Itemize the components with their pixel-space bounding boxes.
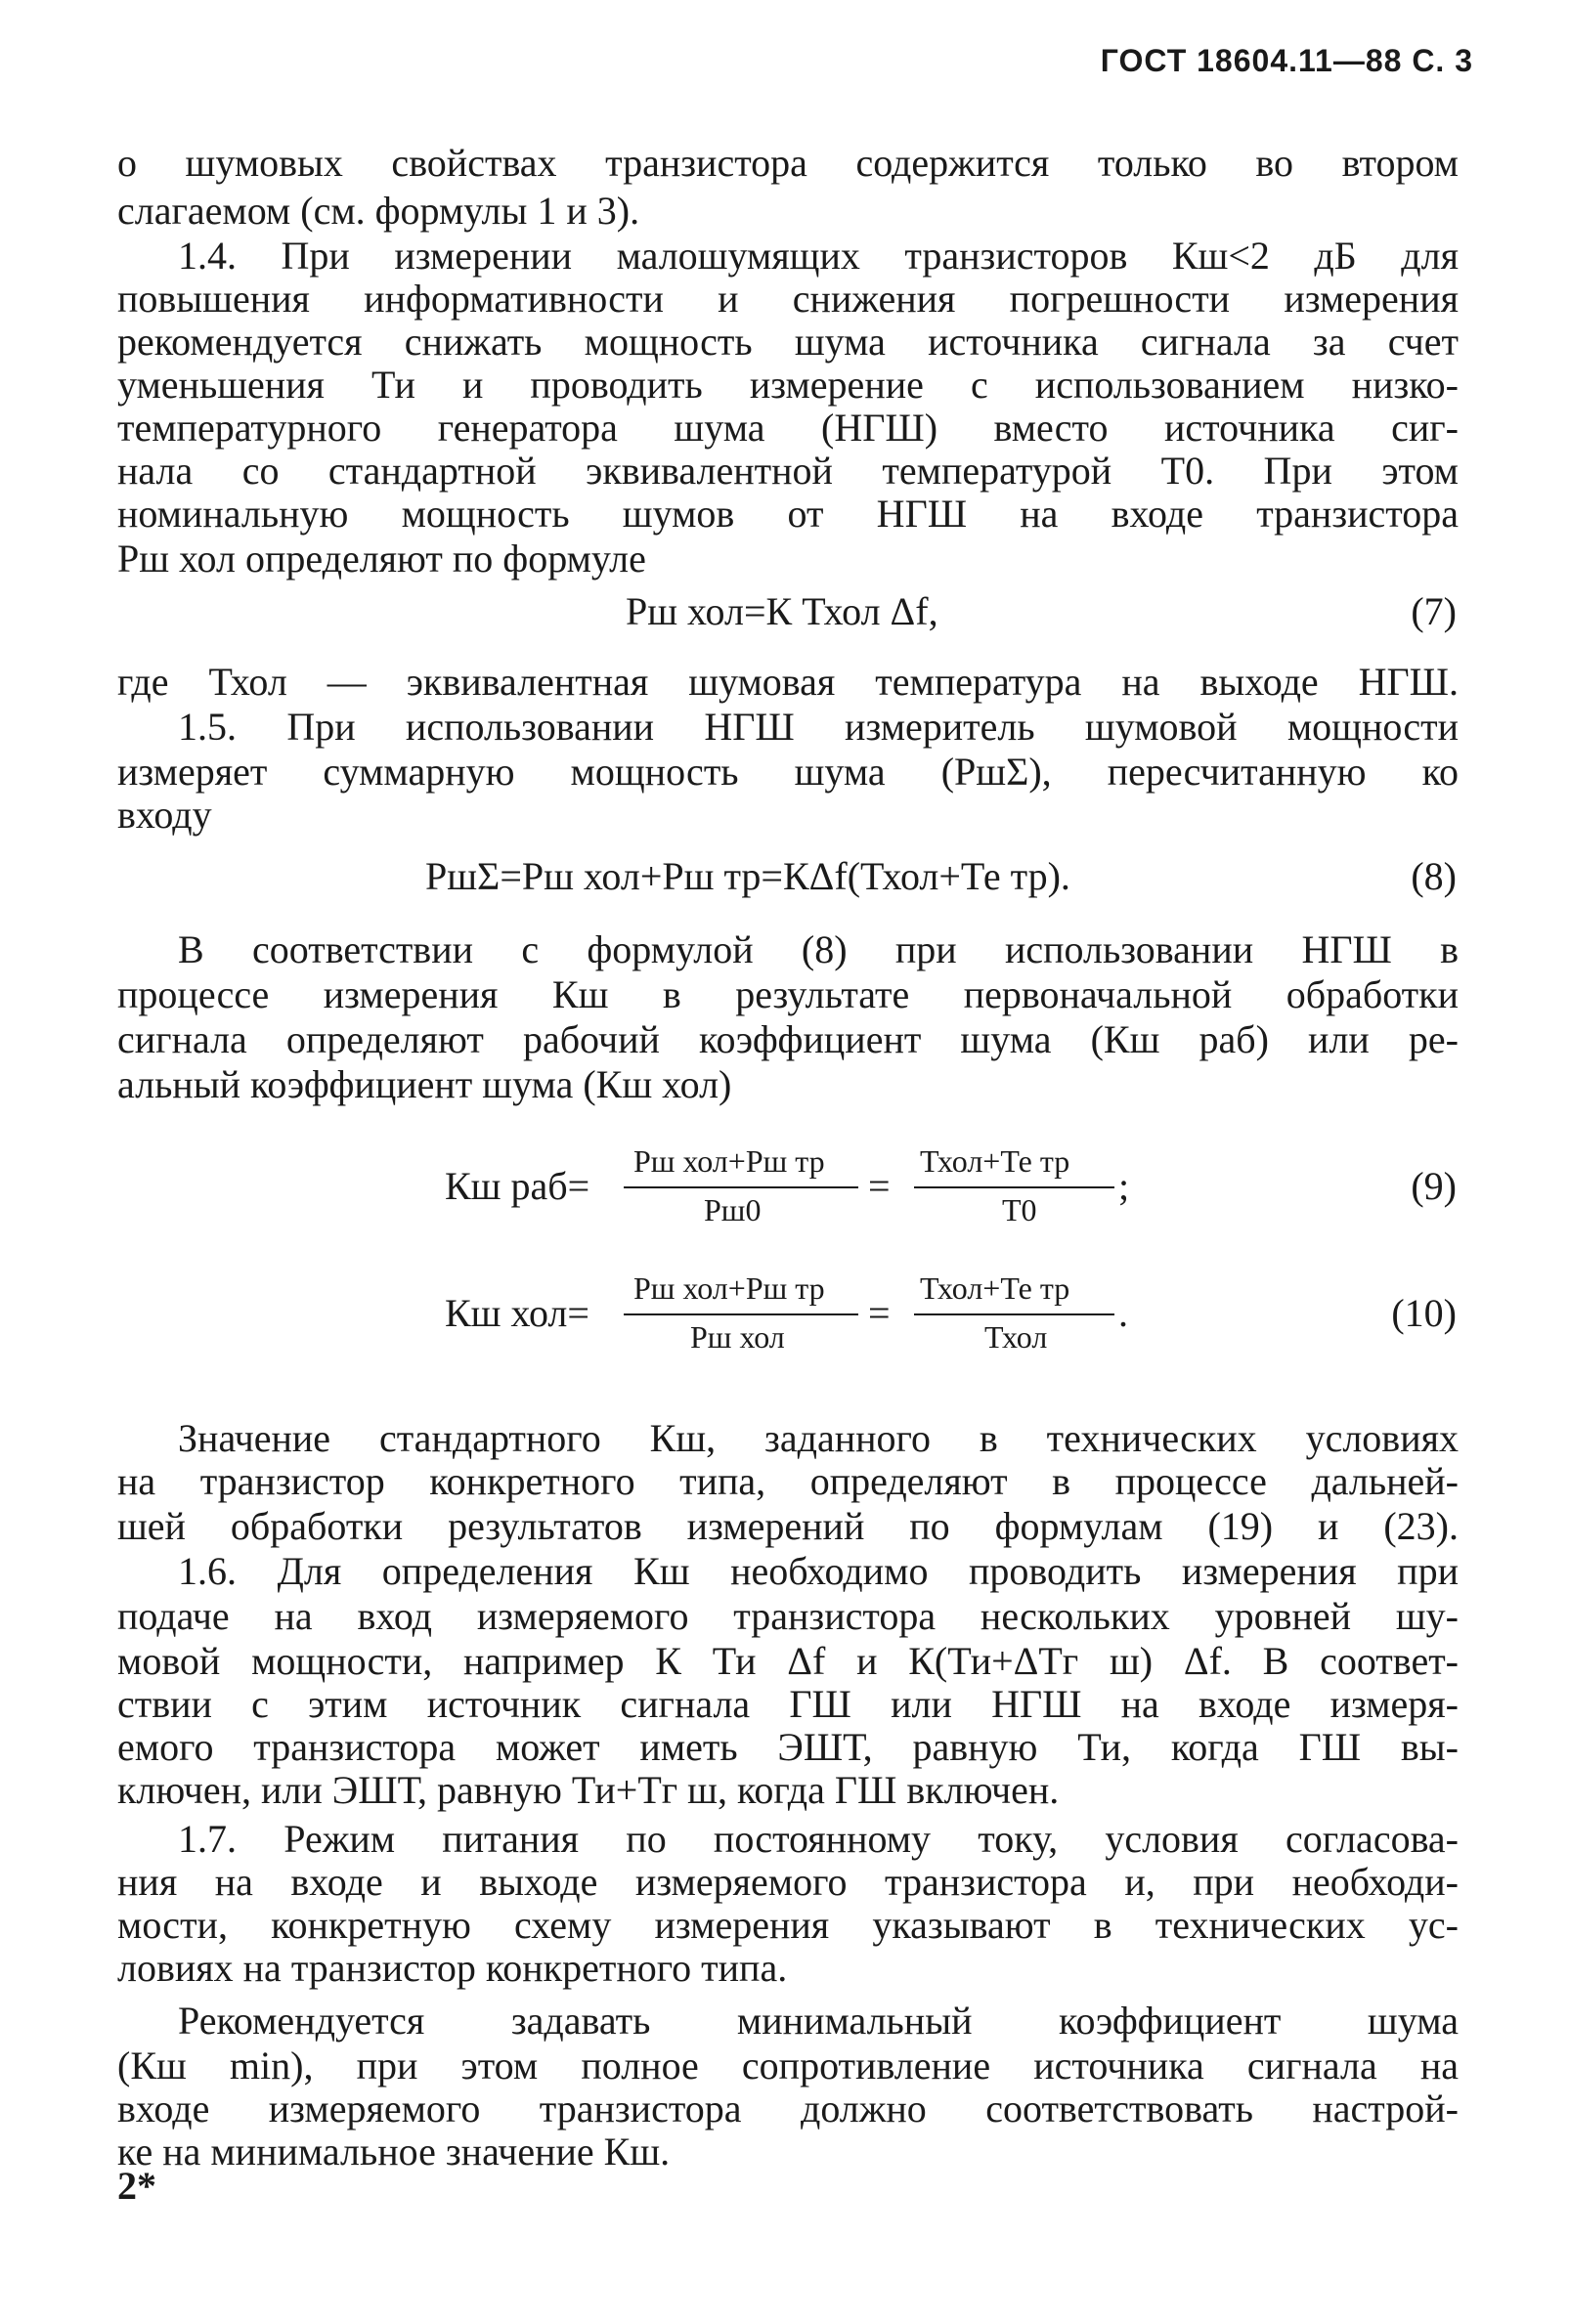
formula-10-fraction-2 [914, 1270, 1114, 1358]
text-line: 1.7. Режим питания по постоянному току, условия согласова- [178, 1817, 1459, 1861]
text-line: о шумовых свойствах транзистора содержится только во втором [117, 141, 1459, 185]
text-line: процессе измерения Кш в результате первоначальной обработки [117, 972, 1459, 1016]
text-line: мовой мощности, например К Ти Δf и К(Ти+ΔТг ш) Δf. В соответ- [117, 1639, 1459, 1683]
text-line: 1.4. При измерении малошумящих транзисторов Кш<2 дБ для [178, 234, 1459, 278]
formula-9-numerator-2: Тхол+Те тр [920, 1143, 1070, 1179]
text-line: (Кш min), при этом полное сопротивление источника сигнала на [117, 2044, 1459, 2087]
text-line: измеряет суммарную мощность шума (РшΣ), пересчитанную ко [117, 750, 1459, 794]
text-line: на транзистор конкретного типа, определяют в процессе дальней- [117, 1459, 1459, 1503]
text-line: повышения информативности и снижения погрешности измерения [117, 277, 1459, 321]
text-line: шей обработки результатов измерений по формулам (19) и (23). [117, 1504, 1459, 1548]
equation-number-8: (8) [1411, 854, 1457, 898]
text-line: емого транзистора может иметь ЭШТ, равную Ти, когда ГШ вы- [117, 1725, 1459, 1769]
equals-sign: = [868, 1291, 891, 1335]
text-line: нала со стандартной эквивалентной температурой Т0. При этом [117, 449, 1459, 493]
text-line: 1.6. Для определения Кш необходимо проводить измерения при [178, 1549, 1459, 1593]
text-line: ке на минимальное значение Кш. [117, 2130, 671, 2173]
text-line: Значение стандартного Кш, заданного в технических условиях [178, 1416, 1459, 1460]
text-line: номинальную мощность шумов от НГШ на входе транзистора [117, 492, 1459, 536]
text-line: Рш хол определяют по формуле [117, 537, 646, 581]
formula-9-numerator-1: Рш хол+Рш тр [633, 1143, 825, 1179]
formula-9-fraction-2 [914, 1143, 1114, 1231]
formula-10-fraction-1 [624, 1270, 858, 1358]
formula-10-numerator-2: Тхол+Те тр [920, 1270, 1070, 1306]
formula-9-fraction-1 [624, 1143, 858, 1231]
formula-10-numerator-1: Рш хол+Рш тр [633, 1270, 825, 1306]
formula-8: РшΣ=Рш хол+Рш тр=КΔf(Тхол+Те тр). [425, 854, 1070, 898]
formula-10-lhs: Кш хол= [445, 1291, 589, 1335]
fraction-bar [624, 1186, 858, 1188]
fraction-bar [914, 1186, 1114, 1188]
formula-10-denominator-1: Рш хол [690, 1319, 785, 1355]
equals-sign: = [868, 1164, 891, 1208]
formula-9-tail: ; [1118, 1164, 1130, 1208]
text-line: где Тхол — эквивалентная шумовая температура на выходе НГШ. [117, 660, 1459, 704]
text-line: ловиях на транзистор конкретного типа. [117, 1946, 788, 1990]
formula-7: Рш хол=К Тхол Δf, [626, 589, 938, 633]
text-line: ключен, или ЭШТ, равную Ти+Тг ш, когда ГШ включен. [117, 1768, 1060, 1812]
text-line: мости, конкретную схему измерения указывают в технических ус- [117, 1903, 1459, 1947]
formula-9-denominator-2: Т0 [1002, 1192, 1037, 1227]
text-line: сигнала определяют рабочий коэффициент шума (Кш раб) или ре- [117, 1017, 1459, 1061]
text-line: 1.5. При использовании НГШ измеритель шумовой мощности [178, 705, 1459, 749]
text-line: подаче на вход измеряемого транзистора нескольких уровней шу- [117, 1594, 1459, 1638]
formula-9-lhs: Кш раб= [445, 1164, 590, 1208]
text-line: ния на входе и выходе измеряемого транзистора и, при необходи- [117, 1860, 1459, 1904]
equation-number-9: (9) [1411, 1164, 1457, 1208]
page-signature-mark: 2* [117, 2164, 156, 2208]
equation-number-7: (7) [1411, 589, 1457, 633]
text-line: альный коэффициент шума (Кш хол) [117, 1062, 732, 1106]
text-line: уменьшения Ти и проводить измерение с использованием низко- [117, 363, 1459, 407]
text-line: Рекомендуется задавать минимальный коэффициент шума [178, 1999, 1459, 2043]
text-line: входу [117, 793, 212, 837]
equation-number-10: (10) [1391, 1291, 1457, 1335]
text-line: входе измеряемого транзистора должно соответствовать настрой- [117, 2087, 1459, 2130]
text-line: В соответствии с формулой (8) при использовании НГШ в [178, 927, 1459, 971]
fraction-bar [914, 1313, 1114, 1315]
text-line: ствии с этим источник сигнала ГШ или НГШ на входе измеря- [117, 1682, 1459, 1726]
formula-9-denominator-1: Рш0 [704, 1192, 762, 1227]
formula-10-tail: . [1118, 1291, 1128, 1335]
text-line: слагаемом (см. формулы 1 и 3). [117, 189, 640, 233]
page-header: ГОСТ 18604.11—88 С. 3 [1100, 43, 1473, 78]
formula-10-denominator-2: Тхол [984, 1319, 1048, 1355]
text-line: температурного генератора шума (НГШ) вместо источника сиг- [117, 406, 1459, 450]
fraction-bar [624, 1313, 858, 1315]
text-line: рекомендуется снижать мощность шума источника сигнала за счет [117, 320, 1459, 364]
